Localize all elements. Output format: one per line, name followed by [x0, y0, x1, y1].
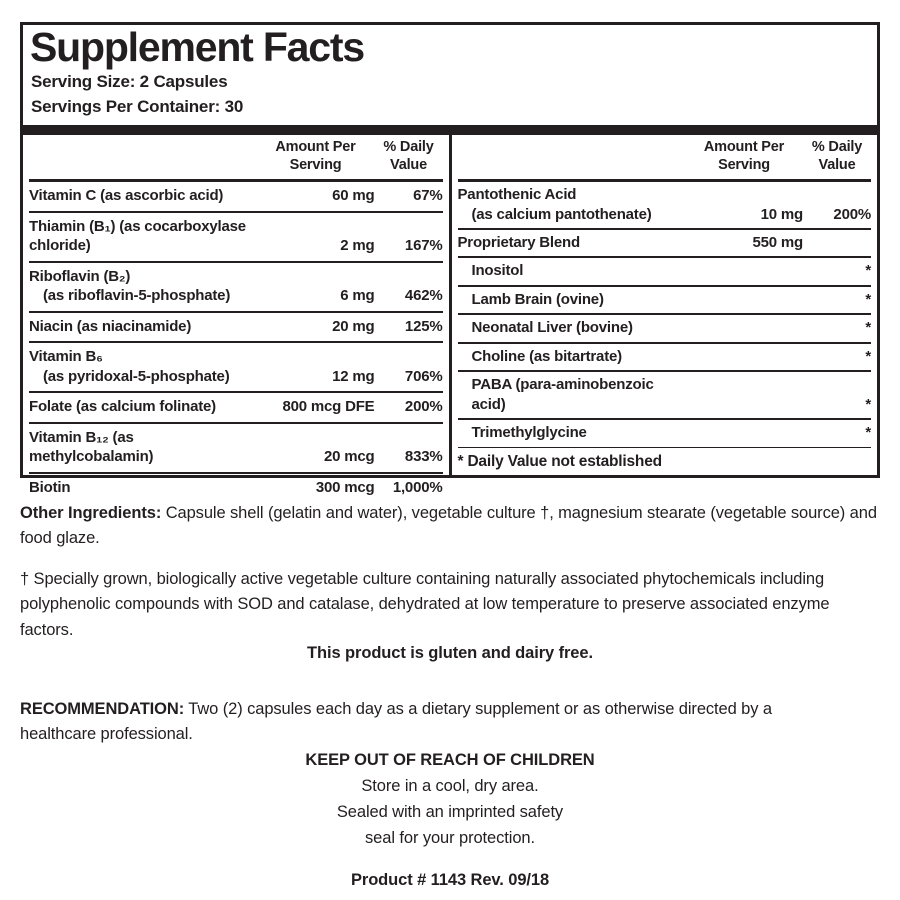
amount-value: 20 mcg [324, 448, 375, 466]
facts-column-right [452, 135, 878, 475]
ingredient-name: PABA (para-aminobenzoic acid) [471, 376, 654, 413]
daily-value-percent: 167% [404, 237, 443, 255]
amount-value: 300 mcg [315, 478, 375, 496]
amount-value: 60 mg [332, 187, 375, 205]
other-ingredients-paragraph [20, 501, 880, 552]
table-row [458, 182, 872, 228]
table-row [458, 256, 872, 285]
recommendation-text: Two (2) capsules each day as a dietary supplement or as otherwise directed by a healthcare professional. [20, 699, 772, 744]
ingredient-name: Riboflavin (B₂) (as riboflavin-5-phosphate) [29, 267, 257, 306]
amount-value: 2 mg [340, 237, 375, 255]
daily-value-percent: * [865, 290, 871, 308]
ingredient-name: Biotin [29, 478, 71, 496]
ingredient-name: Choline (as bitartrate) [471, 347, 622, 365]
recommendation-label: RECOMMENDATION: [20, 699, 185, 718]
ingredient-name: Vitamin C (as ascorbic acid) [29, 187, 224, 205]
ingredient-source: (as calcium pantothenate) [471, 205, 652, 223]
column-header [458, 135, 872, 182]
table-row [29, 391, 443, 422]
table-row [29, 261, 443, 311]
product-info: Product # 1143 Rev. 09/18 [350, 871, 550, 889]
daily-value-percent: * [865, 424, 871, 442]
storage-line: seal for your protection. [365, 829, 535, 847]
ingredient-name: Vitamin B₆ (as pyridoxal-5-phosphate) [29, 347, 257, 386]
vegetable-culture-note: † Specially grown, biologically active vegetable culture containing naturally associated phytochemicals including polyphenolic compounds with SOD and catalase, dehydrated at low temperature to preserve associated enzyme factors. [20, 569, 830, 639]
daily-value-percent: 200% [833, 205, 871, 223]
amount-value: 800 mcg DFE [282, 398, 375, 416]
servings-per-container: Servings Per Container: 30 [31, 97, 244, 117]
table-row [29, 341, 443, 391]
ingredient-name: Niacin (as niacinamide) [29, 317, 192, 335]
supplement-facts-panel [20, 22, 880, 496]
ingredient-source: (as riboflavin-5-phosphate) [43, 287, 231, 305]
ingredient-name: Lamb Brain (ovine) [471, 290, 604, 308]
serving-size: Serving Size: 2 Capsules [31, 71, 228, 91]
daily-value-percent: 1,000% [392, 478, 443, 496]
daily-value-percent: 833% [404, 448, 443, 466]
table-row [458, 313, 872, 342]
table-row [29, 182, 443, 211]
amount-value: 6 mg [340, 287, 375, 305]
ingredient-name: Trimethylglycine [471, 424, 587, 442]
ingredient-name: Inositol [471, 262, 524, 280]
amount-value: 550 mg [752, 233, 803, 251]
daily-value-percent: 200% [404, 398, 443, 416]
ingredient-name: Neonatal Liver (bovine) [471, 319, 633, 337]
table-row [29, 472, 443, 503]
table-row [458, 285, 872, 314]
daily-value-percent: 125% [404, 317, 443, 335]
daily-value-percent: 462% [404, 287, 443, 305]
table-row [29, 311, 443, 342]
divider-thick-top [23, 125, 877, 135]
ingredient-source: (as pyridoxal-5-phosphate) [43, 367, 230, 385]
table-row [458, 418, 872, 447]
daily-value-percent: * [865, 319, 871, 337]
ingredient-name: Folate (as calcium folinate) [29, 398, 216, 416]
amount-value: 10 mg [760, 205, 803, 223]
daily-value-footnote: * Daily Value not established [457, 453, 662, 470]
daily-value-percent: * [865, 395, 871, 413]
gluten-dairy-note: This product is gluten and dairy free. [307, 644, 593, 662]
table-row [458, 230, 872, 257]
amount-per-serving-header: Amount Per Serving [275, 138, 356, 173]
keep-out-warning: KEEP OUT OF REACH OF CHILDREN [305, 751, 595, 769]
column-header [29, 135, 443, 182]
ingredient-name: Proprietary Blend [457, 233, 580, 251]
other-ingredients-label: Other Ingredients: [20, 503, 162, 522]
facts-column-left [23, 135, 449, 496]
table-row [29, 422, 443, 472]
panel-title: Supplement Facts [30, 24, 364, 70]
table-row [29, 211, 443, 261]
daily-value-percent: 706% [404, 367, 443, 385]
amount-per-serving-header: Amount Per Serving [703, 138, 785, 173]
facts-columns [23, 135, 877, 496]
daily-value-percent: * [865, 347, 871, 365]
storage-line: Sealed with an imprinted safety [336, 803, 564, 821]
amount-value: 12 mg [332, 367, 375, 385]
amount-value: 20 mg [332, 317, 375, 335]
ingredient-name: Thiamin (B₁) (as cocarboxylase chloride) [29, 217, 246, 255]
ingredient-name: Vitamin B₁₂ (as methylcobalamin) [29, 428, 154, 466]
other-ingredients-text: Capsule shell (gelatin and water), vegetable culture †, magnesium stearate (vegetable source) and food glaze. [20, 503, 877, 548]
table-row [458, 342, 872, 371]
recommendation-paragraph [20, 697, 840, 748]
daily-value-percent: * [865, 262, 871, 280]
storage-line: Store in a cool, dry area. [361, 777, 539, 795]
table-row [458, 370, 872, 418]
ingredient-name: Pantothenic Acid (as calcium pantothenate) [458, 185, 686, 224]
daily-value-header: % Daily Value [383, 138, 434, 173]
daily-value-percent: 67% [413, 187, 443, 205]
daily-value-header: % Daily Value [811, 138, 863, 173]
